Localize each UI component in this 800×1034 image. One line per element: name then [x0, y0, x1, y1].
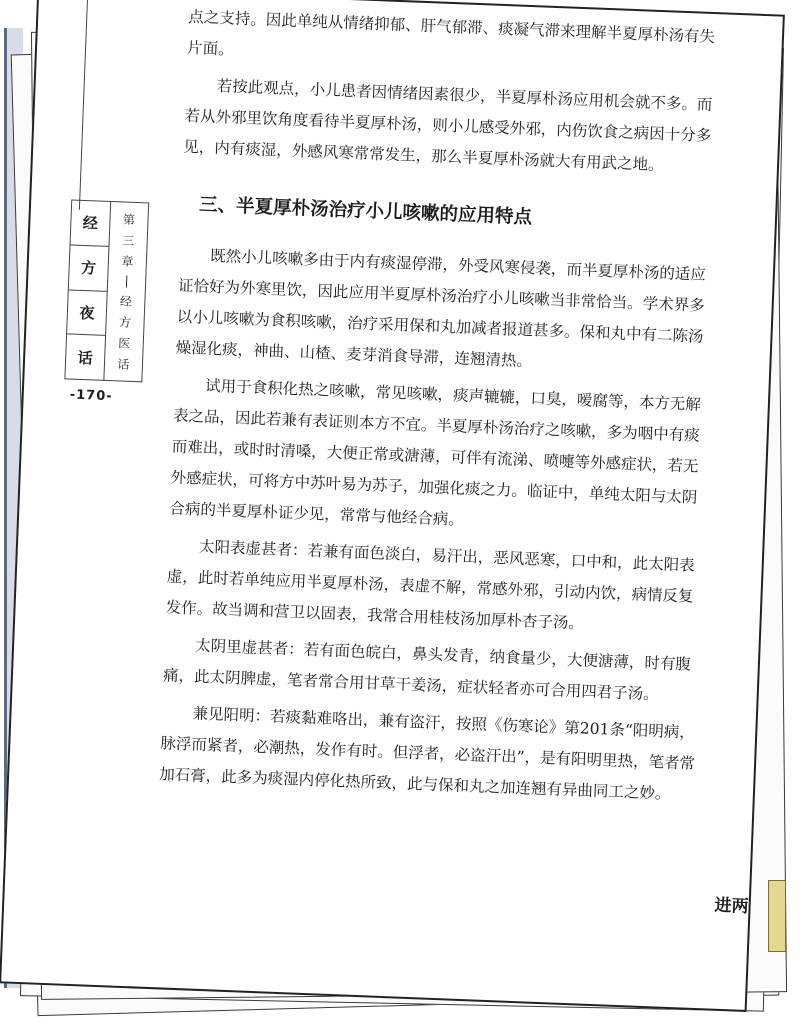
book-title-char: 夜 — [67, 290, 107, 336]
chapter-char: 经 — [119, 293, 133, 309]
margin-rule — [79, 0, 88, 210]
book-title-char: 话 — [77, 348, 94, 368]
next-page-text-fragment: 进两 — [714, 895, 749, 917]
paragraph: 兼见阳明：若痰黏难咯出，兼有盗汗，按照《伤寒论》第201条“阳明病，脉浮而紧者，必潮热，发作有时。但浮者，必盗汗出”，是有阳明里热，笔者常加石膏，此多为痰湿内停化热所致，此与保和丸之加连翘有异曲同工之妙。 — [158, 704, 696, 803]
section-heading: 三、半夏厚朴汤治疗小儿咳嗽的应用特点 — [198, 194, 533, 229]
book-title-column — [65, 201, 111, 380]
underlying-page-edge-yellow — [768, 880, 786, 952]
chapter-char: 章 — [121, 254, 134, 270]
chapter-title-column — [104, 202, 148, 381]
paragraph: 点之支持。因此单纯从情绪抑郁、肝气郁滞、痰凝气滞来理解半夏厚朴汤有失片面。 — [186, 7, 716, 59]
book-title-char: 方 — [69, 245, 109, 291]
book-title-char: 经 — [71, 201, 111, 247]
chapter-char: 医 — [117, 336, 131, 351]
paragraph: 太阴里虚甚者：若有面色皖白，鼻头发青，纳食量少，大便溏薄，时有腹痛，此太阴脾虚，笔者常合用甘草干姜汤，症状轻者亦可合用四君子汤。 — [162, 636, 692, 704]
page-body — [158, 2, 728, 817]
chapter-char: 方 — [118, 315, 132, 330]
paragraph: 试用于食积化热之咳嗽，常见咳嗽，痰声辘辘，口臭，嗳腐等，本方无解表之品，因此若兼有表证则本方不宜。半夏厚朴汤治疗之咳嗽，多为咽中有痰而难出，或时时清嗓，大便正常或溏薄，可伴有流涕、喷嚏等外感症状，若无外感症状，可将方中苏叶易为苏子，加强化痰之力。临证中，单纯太阳与太阴合病的半夏厚朴证少见，常常与他经合病。 — [169, 376, 702, 529]
chapter-char: 话 — [117, 357, 130, 372]
paragraph: 太阳表虚甚者：若兼有面色淡白，易汗出，恶风恶寒，口中和，此太阳表虚，此时若单纯应用半夏厚朴汤，表虚不解，常感外邪，引动内饮，病情反复发作。故当调和营卫以固表，我常合用桂枝汤加厚朴杏子汤。 — [165, 537, 696, 633]
paragraph: 若按此观点，小儿患者因情绪因素很少，半夏厚朴汤应用机会就不多。而若从外邪里饮角度看待半夏厚朴汤，则小儿感受外邪，内伤饮食之病因十分多见，内有痰湿，外感风寒常常发生，那么半夏厚朴汤就大有用武之地。 — [183, 76, 713, 175]
chapter-char: | — [124, 274, 129, 289]
chapter-char: 第 — [122, 212, 136, 228]
chapter-char: 三 — [121, 233, 135, 249]
paragraph: 既然小儿咳嗽多由于内有痰湿停滞，外受风寒侵袭，而半夏厚朴汤的适应证恰好为外寒里饮，因此应用半夏厚朴汤治疗小儿咳嗽当非常恰当。学术界多以小儿咳嗽为食积咳嗽，治疗采用保和丸加减者报道甚多。保和丸中有二陈汤燥湿化痰，神曲、山楂、麦芽消食导滞，连翘清热。 — [175, 246, 707, 371]
running-header-box — [64, 199, 149, 382]
page-number: -170- — [69, 387, 113, 405]
